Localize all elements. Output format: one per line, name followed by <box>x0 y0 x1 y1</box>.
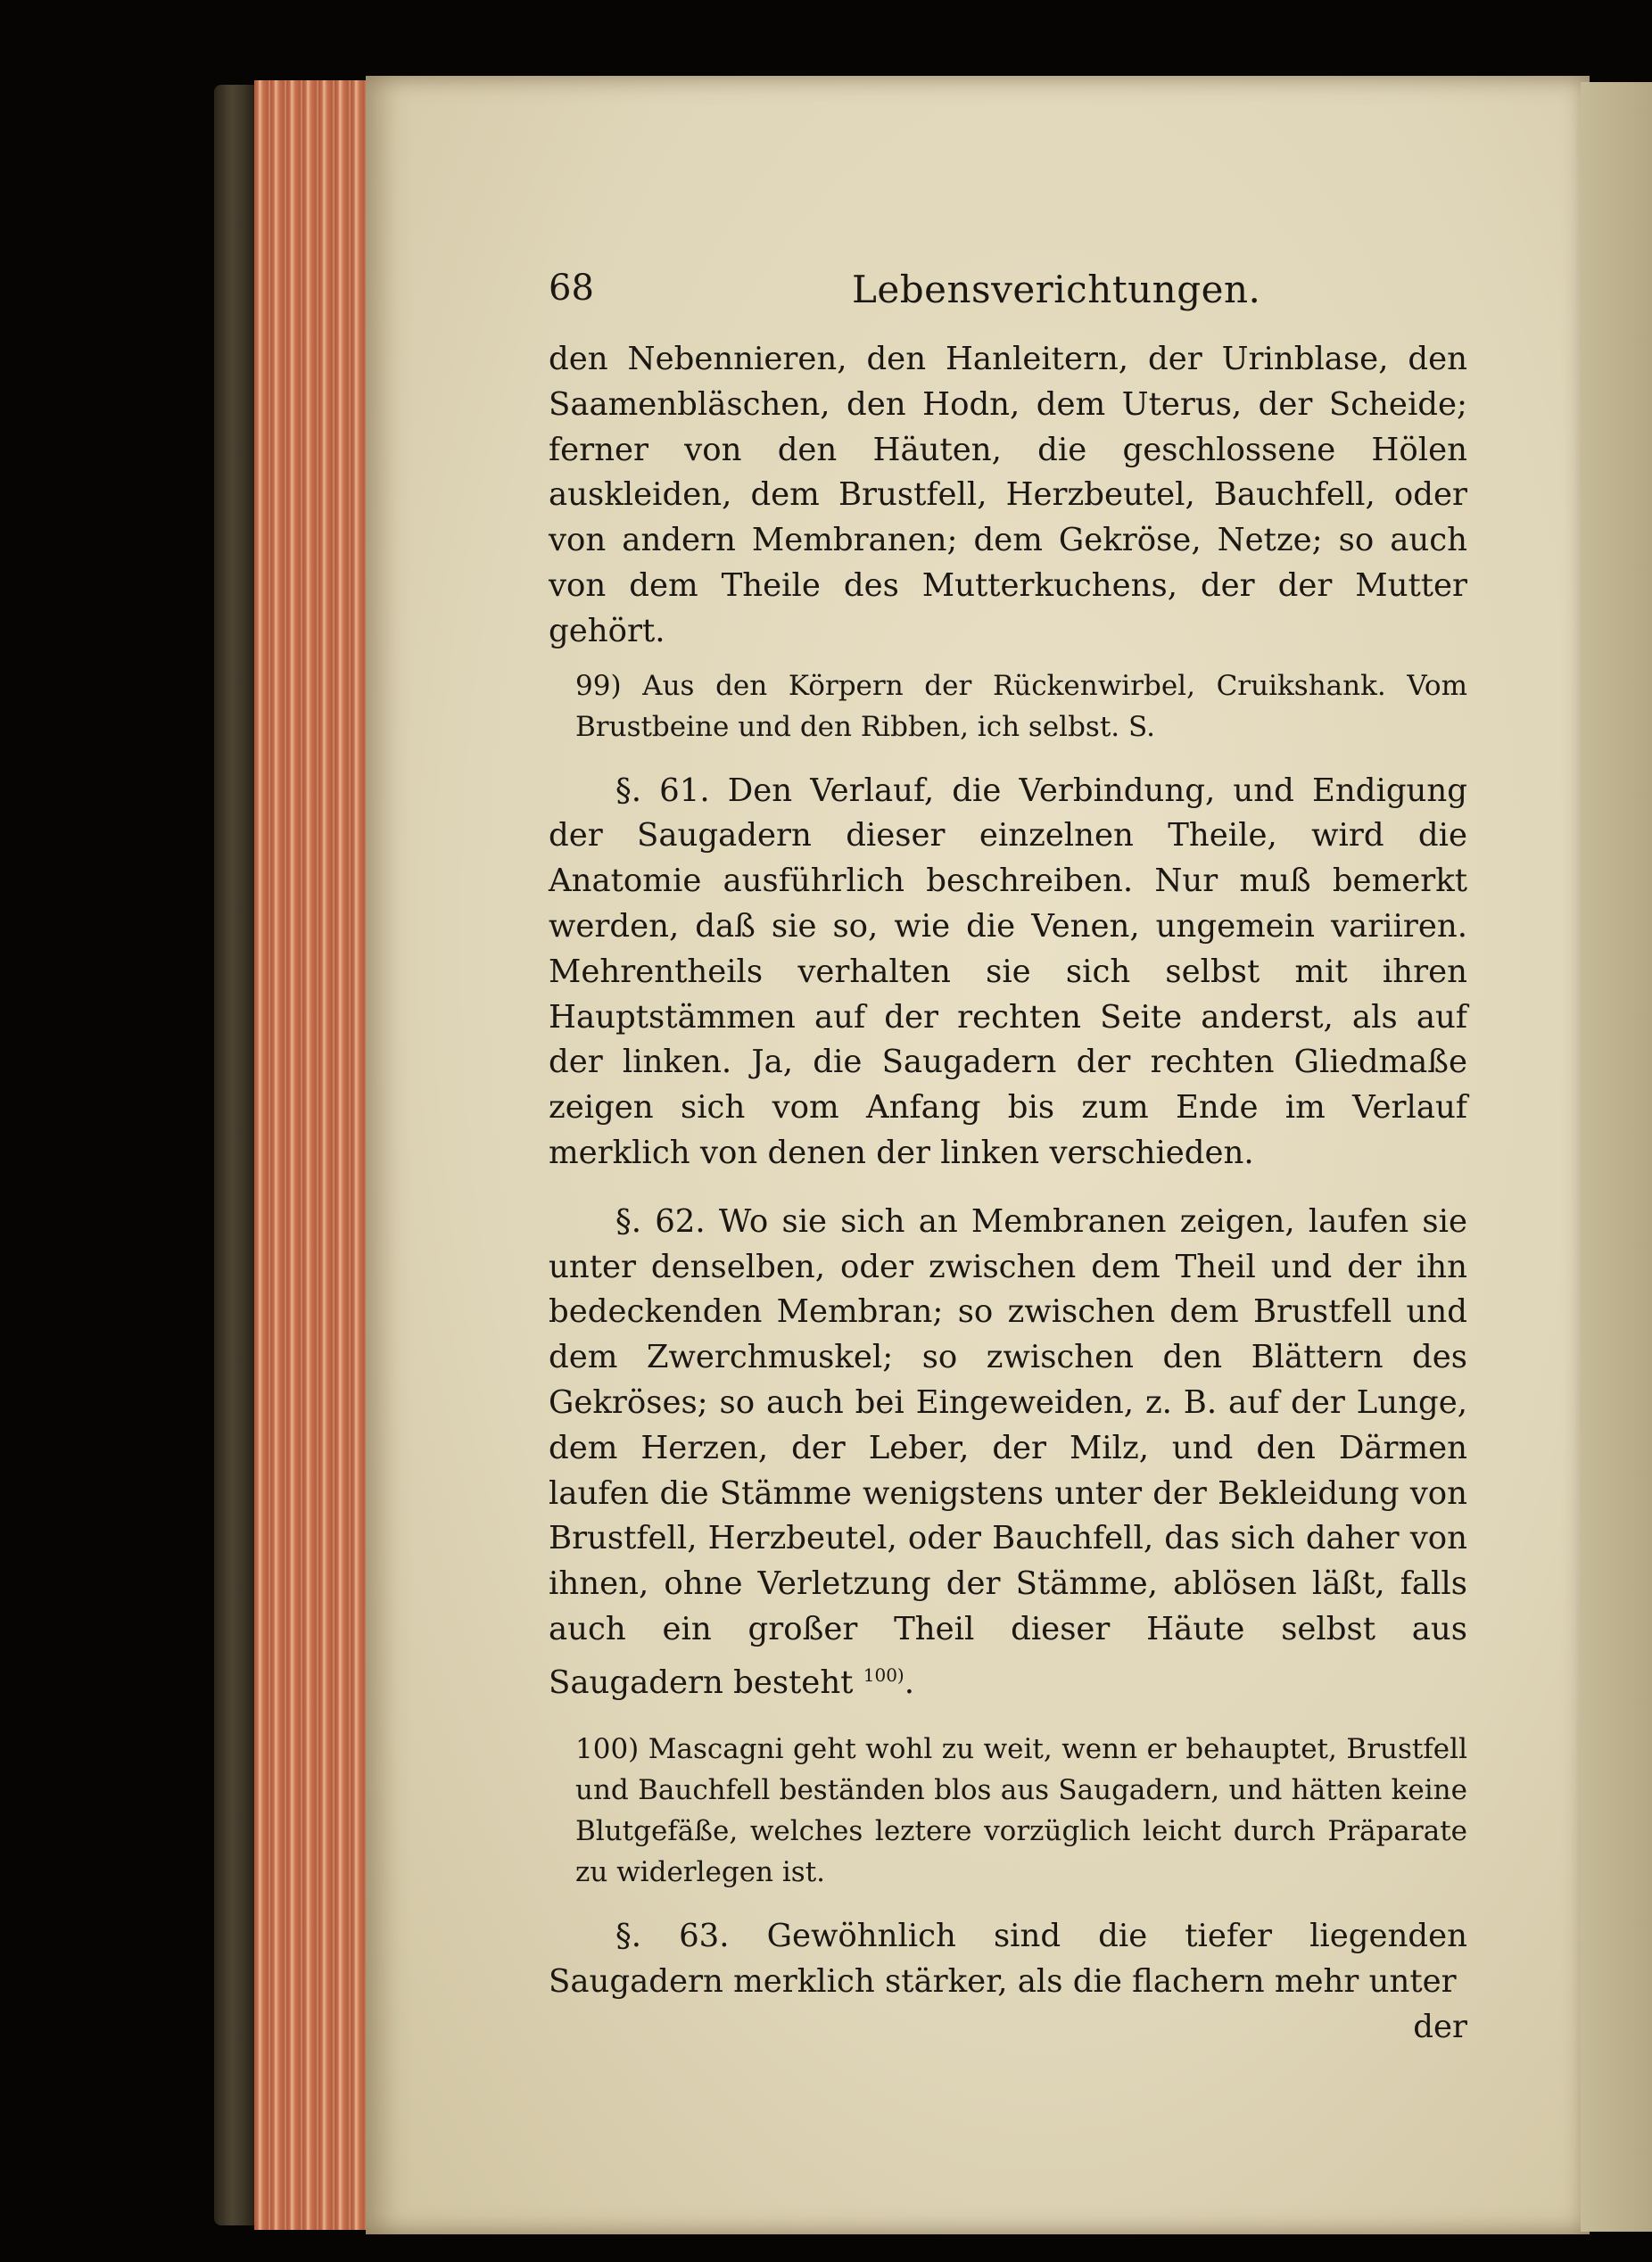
continuation-paragraph: den Nebennieren, den Hanleitern, der Urinblase, den Saamenbläschen, den Hodn, dem Uterus, der Scheide; ferner von den Häuten, die geschlossene Hölen auskleiden, dem Brustfell, Herzbeutel, Bauchfell, oder von andern Membranen; dem Gekröse, Netze; so auch von dem Theile des Mutterkuchens, der der Mutter gehört. <box>549 341 1467 649</box>
page-edges <box>254 80 370 2230</box>
facing-page-edge <box>1581 82 1652 2232</box>
footnote-99: 99) Aus den Körpern der Rückenwirbel, Cruikshank. Vom Brustbeine und den Ribben, ich selbst. S. <box>575 669 1467 743</box>
footnote-ref-100: 100) <box>863 1663 904 1686</box>
page-text <box>549 259 1467 2050</box>
book-spine <box>214 85 259 2225</box>
page-number: 68 <box>549 268 594 309</box>
footnote-100: 100) Mascagni geht wohl zu weit, wenn er behauptet, Brustfell und Bauchfell beständen blos aus Saugadern, und hätten keine Blutgefäße, welches leztere vorzüglich leicht durch Präparate zu widerlegen ist. <box>575 1733 1467 1889</box>
section-62: §. 62. Wo sie sich an Membranen zeigen, laufen sie unter denselben, oder zwischen dem Theil und der ihn bedeckenden Membran; so zwischen dem Brustfell und dem Zwerchmuskel; so zwischen den Blättern des Gekröses; so auch bei Eingeweiden, z. B. auf der Lunge, dem Herzen, der Leber, der Milz, und den Därmen laufen die Stämme wenigstens unter der Bekleidung von Brustfell, Herzbeutel, oder Bauchfell, das sich daher von ihnen, ohne Verletzung der Stämme, ablösen läßt, falls auch ein großer Theil dieser Häute selbst aus Saugadern besteht $^{100)}$. <box>549 1202 1467 1701</box>
section-63: §. 63. Gewöhnlich sind die tiefer liegenden Saugadern merklich stärker, als die flachern mehr unter <box>549 1918 1467 2001</box>
page-header <box>549 259 1467 321</box>
section-61: §. 61. Den Verlauf, die Verbindung, und Endigung der Saugadern dieser einzelnen Theile, wird die Anatomie ausführlich beschreiben. Nur muß bemerkt werden, daß sie so, wie die Venen, ungemein variiren. Mehrentheils verhalten sie sich selbst mit ihren Hauptstämmen auf der rechten Seite anderst, als auf der linken. Ja, die Saugadern der rechten Gliedmaße zeigen sich vom Anfang bis zum Ende im Verlauf merklich von denen der linken verschieden. <box>549 772 1467 1171</box>
catchword: der <box>1413 2008 1467 2045</box>
running-head: Lebensverichtungen. <box>852 268 1261 311</box>
section-62-text: §. 62. Wo sie sich an Membranen zeigen, laufen sie unter denselben, oder zwischen dem Theil und der ihn bedeckenden Membran; so zwischen dem Brustfell und dem Zwerchmuskel; so zwischen den Blättern des Gekröses; so auch bei Eingeweiden, z. B. auf der Lunge, dem Herzen, der Leber, der Milz, und den Därmen laufen die Stämme wenigstens unter der Bekleidung von Brustfell, Herzbeutel, oder Bauchfell, das sich daher von ihnen, ohne Verletzung der Stämme, ablösen läßt, falls auch ein großer Theil dieser Häute selbst aus Saugadern besteht <box>549 1202 1467 1701</box>
